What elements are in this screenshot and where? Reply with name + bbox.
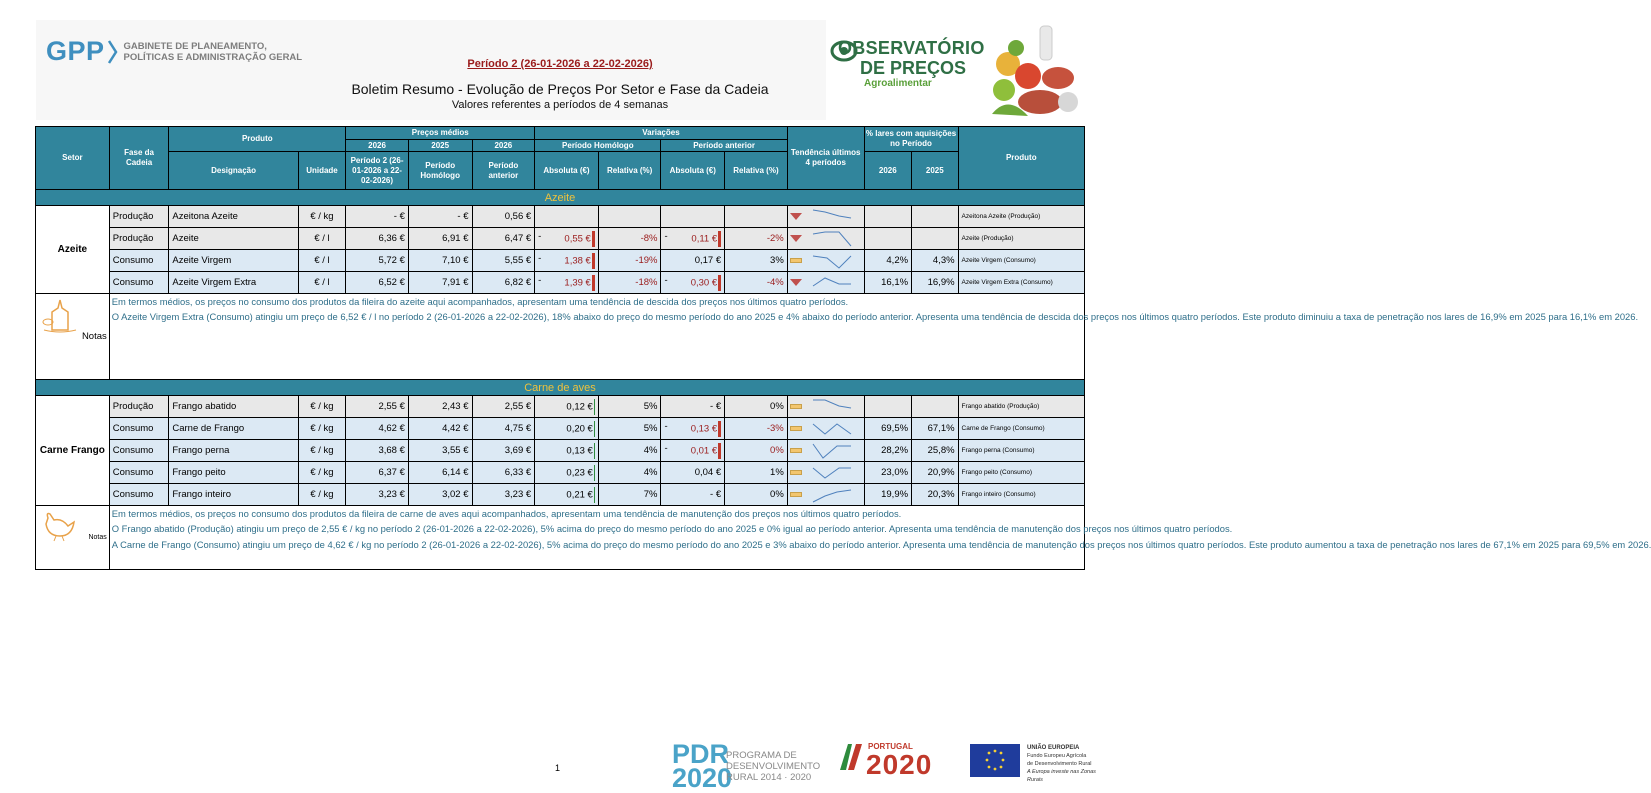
- cell-p2026: 6,36 €: [346, 228, 409, 250]
- minus-sign: -: [538, 230, 542, 242]
- cell-designacao: Azeitona Azeite: [169, 206, 298, 228]
- cell-pant: 4,75 €: [472, 418, 535, 440]
- col-fase: Fase da Cadeia: [109, 127, 169, 190]
- table-body: [36, 190, 1651, 570]
- cell-rel-a: 1%: [725, 462, 788, 484]
- trend-flat-icon: [790, 470, 802, 475]
- cell-lares2026: 16,1%: [864, 272, 911, 294]
- cell-fase: Consumo: [109, 484, 169, 506]
- table-row: [36, 206, 1085, 228]
- variation-bar: [594, 399, 595, 415]
- col-absoluta: Absoluta (€): [535, 152, 599, 190]
- observatorio-logo: [830, 38, 990, 98]
- cell-fase: Produção: [109, 206, 169, 228]
- notes-text: [109, 294, 1639, 380]
- setor-cell: Carne Frango: [36, 396, 110, 506]
- minus-sign: -: [664, 230, 668, 242]
- cell-rel-h: 7%: [598, 484, 661, 506]
- cell-unidade: € / kg: [298, 206, 346, 228]
- cell-lares2026: [864, 396, 911, 418]
- trend-flat-icon: [790, 448, 802, 453]
- cell-abs-a: [661, 440, 725, 462]
- table-row: [36, 228, 1085, 250]
- chevron-right-icon: [108, 40, 118, 64]
- cell-unidade: € / kg: [298, 484, 346, 506]
- prices-table: [35, 126, 1651, 570]
- ue-line3: A Europa investe nas Zonas Rurais: [1027, 769, 1096, 783]
- note-paragraph: Em termos médios, os preços no consumo dos produtos da fileira de carne de aves aqui acompanhados, apresentam uma tendência de manutenção dos preços nos últimos quatro períodos.: [111, 508, 902, 519]
- trend-sparkline: [806, 230, 858, 248]
- obs-line2: DE PREÇOS: [860, 58, 967, 78]
- cell-rel-h: -19%: [598, 250, 661, 272]
- cell-produto: Frango perna (Consumo): [958, 440, 1084, 462]
- col-2026b: 2026: [472, 140, 535, 152]
- cell-abs-a: - €: [661, 396, 725, 418]
- variation-bar: [594, 443, 595, 459]
- page-title: Boletim Resumo - Evolução de Preços Por Setor e Fase da Cadeia: [351, 81, 769, 97]
- minus-sign: -: [664, 442, 668, 454]
- minus-sign: -: [664, 274, 668, 286]
- cell-designacao: Frango abatido: [169, 396, 298, 418]
- cell-lares2026: [864, 228, 911, 250]
- pdr-logo: [672, 739, 821, 793]
- cell-rel-a: 3%: [725, 250, 788, 272]
- variation-bar: [718, 275, 721, 291]
- notes-row: [36, 294, 1085, 380]
- cell-lares2026: 28,2%: [864, 440, 911, 462]
- trend-flat-icon: [790, 492, 802, 497]
- col-periodo-anterior: Período anterior: [472, 152, 535, 190]
- trend-cell: [787, 440, 864, 462]
- table-row: [36, 440, 1085, 462]
- minus-sign: -: [664, 420, 668, 432]
- cell-fase: Consumo: [109, 418, 169, 440]
- cell-rel-h: 4%: [598, 462, 661, 484]
- olive-oil-icon: [40, 298, 80, 334]
- pdr-line1: PROGRAMA DE: [726, 749, 797, 761]
- cell-abs-a: [661, 228, 725, 250]
- cell-unidade: € / l: [298, 228, 346, 250]
- col-relativa: Relativa (%): [598, 152, 661, 190]
- cell-lares2026: [864, 206, 911, 228]
- cell-produto: Frango inteiro (Consumo): [958, 484, 1084, 506]
- cell-abs-a: - €: [661, 484, 725, 506]
- cell-value: 0,30 €: [690, 277, 718, 289]
- cell-abs-h: [535, 228, 599, 250]
- cell-designacao: Frango perna: [169, 440, 298, 462]
- cell-rel-a: -4%: [725, 272, 788, 294]
- cell-pant: 6,82 €: [472, 272, 535, 294]
- portugal-small: PORTUGAL: [868, 742, 913, 751]
- section-row: [36, 380, 1085, 396]
- variation-bar: [718, 443, 721, 459]
- table-row: [36, 418, 1085, 440]
- cell-fase: Consumo: [109, 250, 169, 272]
- setor-cell: Azeite: [36, 206, 110, 294]
- cell-rel-a: 0%: [725, 484, 788, 506]
- col-var-anterior: Período anterior: [661, 140, 787, 152]
- period-title: Período 2 (26-01-2026 a 22-02-2026): [467, 58, 653, 70]
- cell-p2025: 6,91 €: [408, 228, 472, 250]
- cell-abs-a: 0,04 €: [661, 462, 725, 484]
- trend-flat-icon: [790, 404, 802, 409]
- notes-text: [109, 506, 1651, 570]
- cell-produto: Carne de Frango (Consumo): [958, 418, 1084, 440]
- col-produto-right: Produto: [958, 127, 1084, 190]
- cell-p2026: 6,52 €: [346, 272, 409, 294]
- cell-p2025: 7,10 €: [408, 250, 472, 272]
- cell-produto: Frango peito (Consumo): [958, 462, 1084, 484]
- page-number: 1: [555, 763, 561, 773]
- notes-label: Notas: [88, 534, 107, 541]
- col-tendencia: Tendência últimos 4 períodos: [787, 127, 864, 190]
- notes-label: Notas: [81, 331, 107, 342]
- cell-p2025: 3,02 €: [408, 484, 472, 506]
- gpp-line1: GABINETE DE PLANEAMENTO,: [123, 40, 267, 52]
- cell-rel-h: -18%: [598, 272, 661, 294]
- col-unidade: Unidade: [298, 152, 346, 190]
- trend-sparkline: [806, 398, 858, 416]
- cell-value: 0,13 €: [690, 423, 718, 435]
- cell-unidade: € / l: [298, 272, 346, 294]
- ue-title: UNIÃO EUROPEIA: [1027, 745, 1080, 751]
- section-title: Carne de aves: [36, 380, 1085, 396]
- trend-cell: [787, 228, 864, 250]
- variation-bar: [592, 253, 595, 269]
- col-absoluta2: Absoluta (€): [661, 152, 725, 190]
- col-lares-2026: 2026: [864, 152, 911, 190]
- note-paragraph: Em termos médios, os preços no consumo dos produtos da fileira do azeite aqui acompanhados, apresentam uma tendência de descida dos preços nos últimos quatro períodos.: [111, 296, 849, 307]
- cell-rel-a: -3%: [725, 418, 788, 440]
- trend-down-icon: [790, 213, 802, 220]
- trend-sparkline: [806, 464, 858, 482]
- cell-lares2025: [912, 206, 959, 228]
- cell-p2026: 3,23 €: [346, 484, 409, 506]
- cell-abs-h: [535, 206, 599, 228]
- trend-down-icon: [790, 235, 802, 242]
- cell-designacao: Azeite Virgem Extra: [169, 272, 298, 294]
- cell-abs-h: [535, 418, 599, 440]
- trend-cell: [787, 418, 864, 440]
- col-lares: % lares com aquisições no Período: [864, 127, 958, 152]
- cell-abs-a: 0,17 €: [661, 250, 725, 272]
- cell-produto: Azeite Virgem Extra (Consumo): [958, 272, 1084, 294]
- variation-bar: [718, 231, 721, 247]
- note-paragraph: O Frango abatido (Produção) atingiu um preço de 2,55 € / kg no período 2 (26-01-2026 a 22-02-2026), 5% acima do preço do mesmo período do ano 2025 e 0% igual ao período anterior. Apresenta uma tendência de manutenção dos preços nos últimos quatro períodos.: [111, 523, 1233, 535]
- page-subtitle: Valores referentes a períodos de 4 semanas: [451, 99, 669, 111]
- cell-pant: 2,55 €: [472, 396, 535, 418]
- cell-designacao: Carne de Frango: [169, 418, 298, 440]
- cell-value: 0,13 €: [566, 445, 593, 457]
- gpp-line2: POLÍTICAS E ADMINISTRAÇÃO GERAL: [123, 51, 303, 63]
- cell-pant: 5,55 €: [472, 250, 535, 272]
- cell-lares2025: [912, 228, 959, 250]
- cell-value: 0,21 €: [566, 489, 593, 501]
- cell-pant: 6,33 €: [472, 462, 535, 484]
- variation-bar: [594, 465, 595, 481]
- cell-unidade: € / kg: [298, 396, 346, 418]
- col-lares-2025: 2025: [912, 152, 959, 190]
- pdr-line3: RURAL 2014 · 2020: [726, 771, 812, 783]
- variation-bar: [594, 421, 595, 437]
- cell-rel-h: 4%: [598, 440, 661, 462]
- cell-value: 1,39 €: [564, 277, 591, 289]
- trend-sparkline: [806, 442, 858, 460]
- trend-cell: [787, 272, 864, 294]
- cell-produto: Azeite Virgem (Consumo): [958, 250, 1084, 272]
- table-row: [36, 396, 1085, 418]
- chicken-icon: [40, 508, 80, 542]
- notes-row: [36, 506, 1085, 570]
- cell-lares2025: 67,1%: [912, 418, 959, 440]
- vegetables-image: [988, 24, 1080, 122]
- cell-rel-a: [725, 206, 788, 228]
- cell-rel-h: 5%: [598, 418, 661, 440]
- cell-abs-h: [535, 462, 599, 484]
- cell-p2025: 2,43 €: [408, 396, 472, 418]
- note-paragraph: A Carne de Frango (Consumo) atingiu um preço de 4,62 € / kg no período 2 (26-01-2026 a 22-02-2026), 5% acima do preço do mesmo período do ano 2025 e 3% abaixo do período anterior. Apresenta uma tendência de manutenção dos preços nos últimos quatro períodos. Este produto aumentou a taxa de penetração nos lares de 67,1% em 2025 para 69,5% em 2026.: [111, 538, 1651, 550]
- col-variacoes: Variações: [535, 127, 788, 140]
- obs-line3: Agroalimentar: [864, 78, 932, 89]
- cell-pant: 3,23 €: [472, 484, 535, 506]
- cell-value: 0,20 €: [566, 423, 593, 435]
- minus-sign: -: [538, 252, 542, 264]
- cell-rel-a: 0%: [725, 396, 788, 418]
- cell-lares2025: 16,9%: [912, 272, 959, 294]
- cell-p2025: - €: [408, 206, 472, 228]
- cell-p2026: 4,62 €: [346, 418, 409, 440]
- cell-p2025: 4,42 €: [408, 418, 472, 440]
- trend-down-icon: [790, 279, 802, 286]
- cell-rel-a: 0%: [725, 440, 788, 462]
- table-row: [36, 250, 1085, 272]
- cell-designacao: Azeite: [169, 228, 298, 250]
- gpp-logo: [46, 36, 302, 67]
- notes-icon-cell: [36, 506, 110, 570]
- cell-designacao: Azeite Virgem: [169, 250, 298, 272]
- eu-flag-icon: [970, 744, 1020, 777]
- section-title: Azeite: [36, 190, 1085, 206]
- trend-sparkline: [806, 486, 858, 504]
- col-2025: 2025: [408, 140, 472, 152]
- cell-lares2025: 20,9%: [912, 462, 959, 484]
- cell-abs-a: [661, 206, 725, 228]
- cell-unidade: € / kg: [298, 440, 346, 462]
- cell-abs-h: [535, 484, 599, 506]
- cell-abs-h: [535, 250, 599, 272]
- col-periodo2: Período 2 (26-01-2026 a 22-02-2026): [346, 152, 409, 190]
- cell-value: 0,01 €: [690, 445, 718, 457]
- cell-value: 0,11 €: [691, 233, 718, 245]
- cell-rel-h: 5%: [598, 396, 661, 418]
- trend-sparkline: [806, 252, 858, 270]
- cell-pant: 3,69 €: [472, 440, 535, 462]
- ue-line2: de Desenvolvimento Rural: [1027, 761, 1092, 767]
- cell-abs-h: [535, 396, 599, 418]
- cell-lares2025: 20,3%: [912, 484, 959, 506]
- col-produto: Produto: [169, 127, 346, 152]
- cell-p2026: 3,68 €: [346, 440, 409, 462]
- cell-unidade: € / l: [298, 250, 346, 272]
- col-precos-medios: Preços médios: [346, 127, 535, 140]
- minus-sign: -: [538, 274, 542, 286]
- cell-produto: Frango abatido (Produção): [958, 396, 1084, 418]
- cell-lares2025: 4,3%: [912, 250, 959, 272]
- cell-value: 1,38 €: [564, 255, 591, 267]
- col-relativa2: Relativa (%): [725, 152, 788, 190]
- cell-abs-a: [661, 418, 725, 440]
- note-paragraph: O Azeite Virgem Extra (Consumo) atingiu um preço de 6,52 € / l no período 2 (26-01-2026 a 22-02-2026), 18% abaixo do preço do mesmo período do ano 2025 e 4% abaixo do período anterior. Apresenta uma tendência de descida dos preços nos últimos quatro períodos. Este produto diminuiu a taxa de penetração nos lares de 16,9% em 2025 para 16,1% em 2026.: [111, 311, 1639, 323]
- cell-lares2026: 23,0%: [864, 462, 911, 484]
- col-designacao: Designação: [169, 152, 298, 190]
- trend-sparkline: [806, 420, 858, 438]
- cell-value: 0,55 €: [564, 233, 591, 245]
- variation-bar: [718, 421, 721, 437]
- gpp-logo-mark: GPP: [46, 36, 105, 66]
- variation-bar: [592, 231, 595, 247]
- cell-p2026: 6,37 €: [346, 462, 409, 484]
- cell-lares2026: 69,5%: [864, 418, 911, 440]
- portugal2020-logo: [838, 742, 933, 780]
- variation-bar: [594, 487, 595, 503]
- pdr-mark: PDR 2020: [672, 739, 733, 793]
- cell-p2025: 7,91 €: [408, 272, 472, 294]
- cell-rel-h: [598, 206, 661, 228]
- trend-flat-icon: [790, 426, 802, 431]
- cell-unidade: € / kg: [298, 418, 346, 440]
- col-periodo-homologo: Período Homólogo: [408, 152, 472, 190]
- table-row: [36, 484, 1085, 506]
- cell-pant: 6,47 €: [472, 228, 535, 250]
- cell-rel-h: -8%: [598, 228, 661, 250]
- cell-lares2025: 25,8%: [912, 440, 959, 462]
- cell-fase: Produção: [109, 228, 169, 250]
- ue-line1: Fundo Europeu Agrícola: [1027, 753, 1087, 759]
- pdr-line2: DESENVOLVIMENTO: [726, 760, 821, 772]
- cell-unidade: € / kg: [298, 462, 346, 484]
- trend-cell: [787, 206, 864, 228]
- trend-cell: [787, 484, 864, 506]
- cell-fase: Consumo: [109, 462, 169, 484]
- trend-flat-icon: [790, 258, 802, 263]
- cell-designacao: Frango peito: [169, 462, 298, 484]
- obs-line1: OBSERVATÓRIO: [838, 38, 985, 58]
- cell-fase: Consumo: [109, 440, 169, 462]
- col-var-homologo: Período Homólogo: [535, 140, 661, 152]
- col-setor: Setor: [36, 127, 110, 190]
- cell-lares2026: 4,2%: [864, 250, 911, 272]
- cell-rel-a: -2%: [725, 228, 788, 250]
- cell-value: 0,12 €: [566, 401, 593, 413]
- cell-pant: 0,56 €: [472, 206, 535, 228]
- variation-bar: [592, 275, 595, 291]
- cell-produto: Azeite (Produção): [958, 228, 1084, 250]
- portugal-big: 2020: [866, 749, 933, 780]
- cell-p2025: 3,55 €: [408, 440, 472, 462]
- col-2026: 2026: [346, 140, 409, 152]
- trend-cell: [787, 396, 864, 418]
- cell-abs-h: [535, 440, 599, 462]
- cell-abs-a: [661, 272, 725, 294]
- notes-icon-cell: [36, 294, 110, 380]
- cell-fase: Consumo: [109, 272, 169, 294]
- section-row: [36, 190, 1085, 206]
- trend-sparkline: [806, 208, 858, 226]
- cell-p2026: 2,55 €: [346, 396, 409, 418]
- cell-fase: Produção: [109, 396, 169, 418]
- trend-cell: [787, 462, 864, 484]
- cell-designacao: Frango inteiro: [169, 484, 298, 506]
- trend-sparkline: [806, 274, 858, 292]
- table-row: [36, 462, 1085, 484]
- table-row: [36, 272, 1085, 294]
- cell-p2025: 6,14 €: [408, 462, 472, 484]
- cell-abs-h: [535, 272, 599, 294]
- eu-text: [1027, 744, 1107, 784]
- cell-p2026: - €: [346, 206, 409, 228]
- trend-cell: [787, 250, 864, 272]
- portugal-flag-icon: [838, 742, 864, 772]
- cell-p2026: 5,72 €: [346, 250, 409, 272]
- cell-lares2026: 19,9%: [864, 484, 911, 506]
- cell-produto: Azeitona Azeite (Produção): [958, 206, 1084, 228]
- cell-value: 0,23 €: [566, 467, 593, 479]
- cell-lares2025: [912, 396, 959, 418]
